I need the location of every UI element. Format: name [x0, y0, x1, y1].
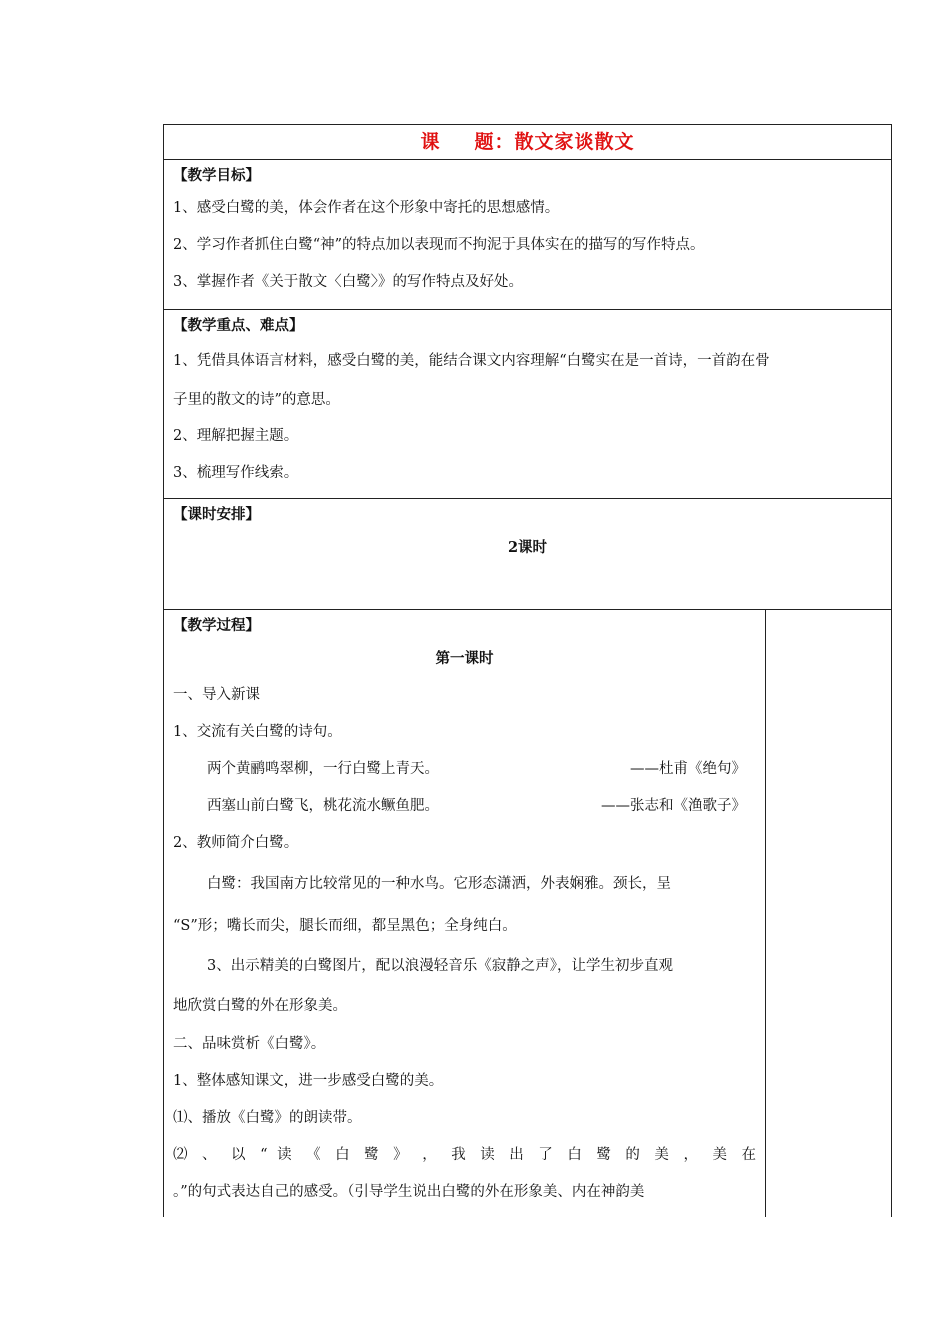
- lesson-title: 第一课时: [435, 650, 494, 667]
- section-heading: 二、品味赏析《白鹭》。: [173, 1036, 326, 1052]
- poem-text: 两个黄鹂鸣翠柳，一行白鹭上青天。: [207, 761, 439, 777]
- objective-item: 1、感受白鹭的美，体会作者在这个形象中寄托的思想感情。: [173, 200, 560, 216]
- objectives-section: [164, 160, 892, 310]
- process-heading: 【教学过程】: [173, 617, 260, 634]
- intro-text: 白鹭：我国南方比较常见的一种水鸟。它形态潇洒，外表娴雅。颈长，呈: [207, 876, 671, 892]
- key-point-item: 3、梳理写作线索。: [173, 465, 299, 481]
- schedule-value: 2课时: [507, 539, 548, 556]
- step-item: 3、出示精美的白鹭图片，配以浪漫轻音乐《寂静之声》，让学生初步直观: [207, 958, 673, 974]
- sub-item-cont: 。”的句式表达自己的感受。（引导学生说出白鹭的外在形象美、内在神韵美: [173, 1184, 645, 1200]
- lesson-plan-table: [163, 124, 892, 1217]
- notes-column: [766, 610, 892, 1218]
- key-points-section: [164, 310, 892, 499]
- step-item-cont: 地欣赏白鹭的外在形象美。: [173, 998, 347, 1014]
- intro-text-cont: “S”形；嘴长而尖，腿长而细，都呈黑色；全身纯白。: [173, 918, 517, 934]
- schedule-heading: 【课时安排】: [173, 506, 260, 523]
- schedule-section: [164, 499, 892, 610]
- process-section: [164, 610, 766, 1218]
- key-point-item-cont: 子里的散文的诗”的意思。: [173, 392, 340, 408]
- step-item: 1、交流有关白鹭的诗句。: [173, 724, 342, 740]
- title-text: 题：散文家谈散文: [474, 131, 635, 153]
- sub-item: ⑵ 、 以 “ 读 《 白 鹭 》 ， 我 读 出 了 白 鹭 的 美 ， 美 在: [173, 1147, 756, 1163]
- poem-line: [173, 788, 756, 825]
- key-point-item: 2、理解把握主题。: [173, 428, 299, 444]
- key-point-item: 1、凭借具体语言材料，感受白鹭的美，能结合课文内容理解“白鹭实在是一首诗，一首韵在骨: [173, 353, 770, 369]
- title-label: 课: [420, 131, 441, 153]
- objective-item: 3、掌握作者《关于散文〈白鹭〉》的写作特点及好处。: [173, 274, 523, 290]
- step-item: 2、教师简介白鹭。: [173, 835, 299, 851]
- objectives-heading: 【教学目标】: [173, 167, 260, 184]
- sub-item: ⑴、播放《白鹭》的朗读带。: [173, 1110, 362, 1126]
- poem-source: ——杜甫《绝句》: [630, 761, 746, 777]
- poem-text: 西塞山前白鹭飞，桃花流水鳜鱼肥。: [207, 798, 439, 814]
- sub-item: 1、整体感知课文，进一步感受白鹭的美。: [173, 1073, 444, 1089]
- objective-item: 2、学习作者抓住白鹭“神”的特点加以表现而不拘泥于具体实在的描写的写作特点。: [173, 237, 705, 253]
- poem-line: [173, 751, 756, 788]
- poem-source: ——张志和《渔歌子》: [601, 798, 746, 814]
- page-title: [164, 125, 892, 160]
- key-points-heading: 【教学重点、难点】: [173, 317, 304, 334]
- section-heading: 一、导入新课: [173, 687, 260, 703]
